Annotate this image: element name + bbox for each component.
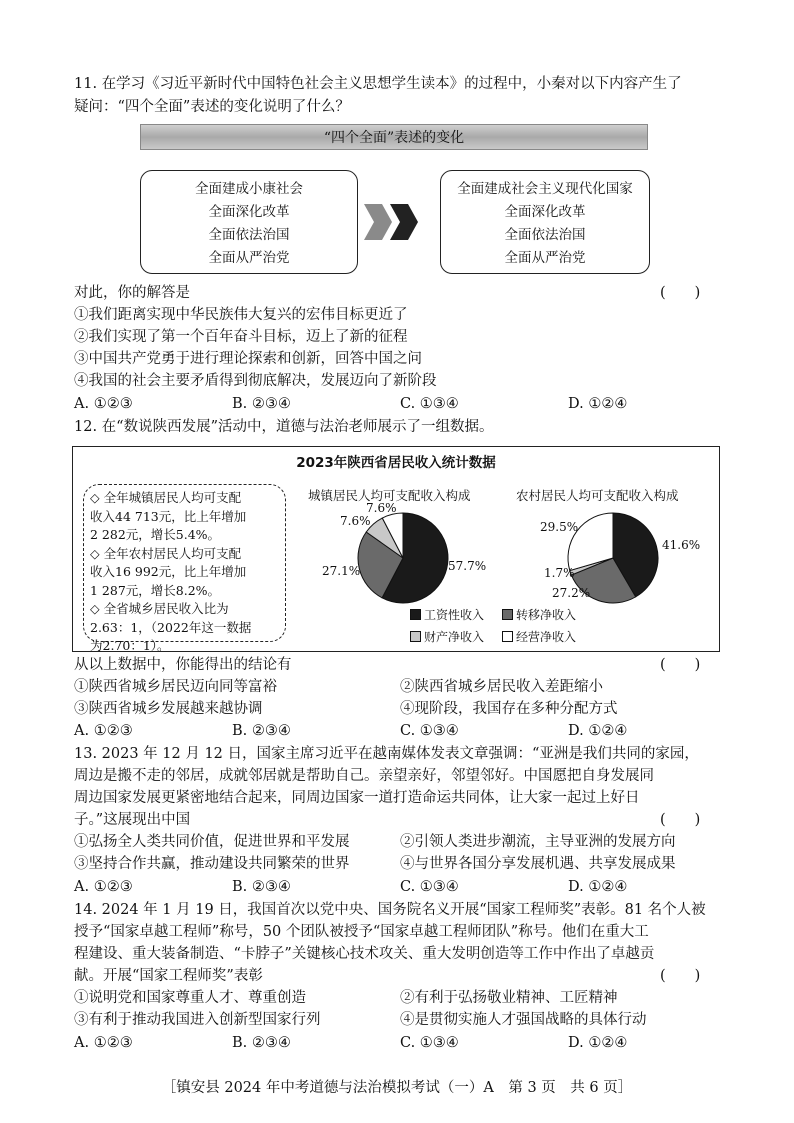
q13-choice-c[interactable]: C. ①③④ bbox=[400, 879, 459, 895]
q11-answer-bracket[interactable]: ( ) bbox=[660, 285, 701, 301]
legend-business bbox=[502, 628, 576, 645]
q14-statement: ③有利于推动我国进入创新型国家行列 bbox=[74, 1012, 321, 1028]
q12-statement: ③陕西省城乡发展越来越协调 bbox=[74, 701, 263, 717]
q11-statement: ①我们距离实现中华民族伟大复兴的宏伟目标更近了 bbox=[74, 307, 408, 323]
q11-old-item: 全面从严治党 bbox=[208, 250, 290, 266]
q12-choice-a[interactable]: A. ①②③ bbox=[74, 723, 133, 739]
q11-statement: ④我国的社会主要矛盾得到彻底解决，发展迈向了新阶段 bbox=[74, 373, 437, 389]
q12-statement: ④现阶段，我国存在多种分配方式 bbox=[400, 701, 618, 717]
q11-line2: 疑问：“四个全面”表述的变化说明了什么？ bbox=[74, 99, 350, 115]
urban-label-property: 7.6% bbox=[340, 514, 371, 528]
q14-choice-a[interactable]: A. ①②③ bbox=[74, 1035, 133, 1051]
q13-statement: ②引领人类进步潮流，主导亚洲的发展方向 bbox=[400, 834, 676, 850]
rural-label-business: 29.5% bbox=[540, 520, 579, 534]
q14-statement: ②有利于弘扬敬业精神、工匠精神 bbox=[400, 990, 618, 1006]
legend-label: 工资性收入 bbox=[424, 608, 485, 622]
urban-pie-title: 城镇居民人均可支配收入构成 bbox=[308, 488, 471, 503]
q13-line: 子。”这展现出中国 bbox=[74, 812, 191, 828]
double-arrow-icon bbox=[362, 202, 422, 242]
legend-label: 财产净收入 bbox=[424, 630, 485, 644]
q14-answer-bracket[interactable]: ( ) bbox=[660, 968, 701, 984]
q13-choice-a[interactable]: A. ①②③ bbox=[74, 879, 133, 895]
q13-choice-b[interactable]: B. ②③④ bbox=[232, 879, 291, 895]
legend-label: 经营净收入 bbox=[516, 630, 577, 644]
legend-swatch-transfer bbox=[502, 609, 513, 620]
urban-label-wage: 57.7% bbox=[448, 559, 487, 573]
q11-old-box bbox=[140, 170, 358, 274]
q12-fact-line: 1 287元，增长8.2%。 bbox=[90, 582, 221, 598]
urban-label-transfer: 27.1% bbox=[322, 564, 361, 578]
q14-choice-b[interactable]: B. ②③④ bbox=[232, 1035, 291, 1051]
q11-new-box bbox=[440, 170, 650, 274]
q14-choice-d[interactable]: D. ①②④ bbox=[568, 1035, 628, 1051]
q14-statement: ④是贯彻实施人才强国战略的具体行动 bbox=[400, 1012, 647, 1028]
q12-fact-line: 2 282元，增长5.4%。 bbox=[90, 527, 221, 542]
q11-statement: ③中国共产党勇于进行理论探索和创新，回答中国之问 bbox=[74, 351, 422, 367]
q12-statement: ②陕西省城乡居民收入差距缩小 bbox=[400, 679, 603, 695]
q13-choice-d[interactable]: D. ①②④ bbox=[568, 879, 628, 895]
rural-label-transfer: 27.2% bbox=[552, 586, 591, 600]
q12-choice-b[interactable]: B. ②③④ bbox=[232, 723, 291, 739]
q12-choice-c[interactable]: C. ①③④ bbox=[400, 723, 459, 739]
q12-line1: 12. 在“数说陕西发展”活动中，道德与法治老师展示了一组数据。 bbox=[74, 419, 494, 435]
legend-property bbox=[410, 628, 484, 645]
urban-label-business: 7.6% bbox=[366, 501, 397, 515]
q12-box-title: 2023年陕西省居民收入统计数据 bbox=[296, 455, 496, 471]
q12-fact-line: 收入44 713元，比上年增加 bbox=[90, 508, 247, 524]
legend-label: 转移净收入 bbox=[516, 608, 577, 622]
legend-swatch-business bbox=[502, 631, 513, 642]
q12-answer-bracket[interactable]: ( ) bbox=[660, 657, 701, 673]
q11-new-item: 全面从严治党 bbox=[504, 250, 586, 266]
q11-old-item: 全面依法治国 bbox=[208, 227, 290, 243]
legend-swatch-property bbox=[410, 631, 421, 642]
q12-facts-box bbox=[83, 484, 286, 653]
legend-swatch-wage bbox=[410, 609, 421, 620]
q11-choice-d[interactable]: D. ①②④ bbox=[568, 396, 628, 412]
q14-choice-c[interactable]: C. ①③④ bbox=[400, 1035, 459, 1051]
q13-line: 13. 2023 年 12 月 12 日，国家主席习近平在越南媒体发表文章强调：“亚洲是我们共同的家园， bbox=[74, 746, 699, 762]
q13-answer-bracket[interactable]: ( ) bbox=[660, 812, 701, 828]
q14-statement: ①说明党和国家尊重人才、尊重创造 bbox=[74, 990, 306, 1006]
q14-line: 14. 2024 年 1 月 19 日，我国首次以党中央、国务院名义开展“国家工程师奖”表彰。81 名个人被 bbox=[74, 902, 706, 918]
legend-transfer bbox=[502, 606, 576, 623]
q13-line: 周边是搬不走的邻居，成就邻居就是帮助自己。亲望亲好，邻望邻好。中国愿把自身发展同 bbox=[74, 768, 654, 784]
arrow-chevron-black bbox=[390, 204, 418, 240]
arrow-chevron-gray bbox=[364, 204, 392, 240]
q11-statement: ②我们实现了第一个百年奋斗目标，迈上了新的征程 bbox=[74, 329, 408, 345]
q11-old-item: 全面建成小康社会 bbox=[195, 181, 303, 197]
q12-statement: ①陕西省城乡居民迈向同等富裕 bbox=[74, 679, 277, 695]
q14-line: 授予“国家卓越工程师”称号，50 个团队被授予“国家卓越工程师团队”称号。他们在重大工 bbox=[74, 924, 649, 940]
legend-wage bbox=[410, 606, 484, 623]
q12-fact-line: ◇ 全年农村居民人均可支配 bbox=[90, 545, 242, 561]
q11-prompt: 对此，你的解答是 bbox=[74, 285, 190, 301]
rural-label-wage: 41.6% bbox=[662, 538, 701, 552]
q13-statement: ③坚持合作共赢，推动建设共同繁荣的世界 bbox=[74, 856, 350, 872]
q11-choice-c[interactable]: C. ①③④ bbox=[400, 396, 459, 412]
q11-old-item: 全面深化改革 bbox=[208, 204, 290, 220]
q11-new-item: 全面建成社会主义现代化国家 bbox=[457, 181, 633, 197]
q12-fact-line: 为2.70：1）。 bbox=[90, 638, 170, 653]
q11-new-item: 全面依法治国 bbox=[504, 227, 586, 243]
q11-diagram-title: “四个全面”表述的变化 bbox=[140, 124, 648, 150]
q12-fact-line: 收入16 992元，比上年增加 bbox=[90, 564, 247, 579]
q11-line1: 11. 在学习《习近平新时代中国特色社会主义思想学生读本》的过程中，小秦对以下内容产生了 bbox=[74, 76, 682, 92]
q13-statement: ④与世界各国分享发展机遇、共享发展成果 bbox=[400, 856, 676, 872]
q12-fact-line: 2.63：1，（2022年这一数据 bbox=[90, 619, 252, 635]
q12-fact-line: ◇ 全年城镇居民人均可支配 bbox=[90, 490, 242, 505]
rural-label-property: 1.7% bbox=[544, 566, 575, 580]
page-footer: ［镇安县 2024 年中考道德与法治模拟考试（一）A 第 3 页 共 6 页］ bbox=[161, 1080, 633, 1096]
q14-line: 程建设、重大装备制造、“卡脖子”关键核心技术攻关、重大发明创造等工作中作出了卓越贡 bbox=[74, 946, 655, 962]
rural-pie-title: 农村居民人均可支配收入构成 bbox=[516, 488, 679, 503]
q13-line: 周边国家发展更紧密地结合起来，同周边国家一道打造命运共同体，让大家一起过上好日 bbox=[74, 790, 640, 806]
q12-prompt: 从以上数据中，你能得出的结论有 bbox=[74, 657, 292, 673]
q11-choice-b[interactable]: B. ②③④ bbox=[232, 396, 291, 412]
q11-new-item: 全面深化改革 bbox=[504, 204, 586, 220]
q13-statement: ①弘扬全人类共同价值，促进世界和平发展 bbox=[74, 834, 350, 850]
q14-line: 献。开展“国家工程师奖”表彰 bbox=[74, 968, 263, 984]
q12-fact-line: ◇ 全省城乡居民收入比为 bbox=[90, 601, 229, 616]
q11-choice-a[interactable]: A. ①②③ bbox=[74, 396, 133, 412]
q12-choice-d[interactable]: D. ①②④ bbox=[568, 723, 628, 739]
